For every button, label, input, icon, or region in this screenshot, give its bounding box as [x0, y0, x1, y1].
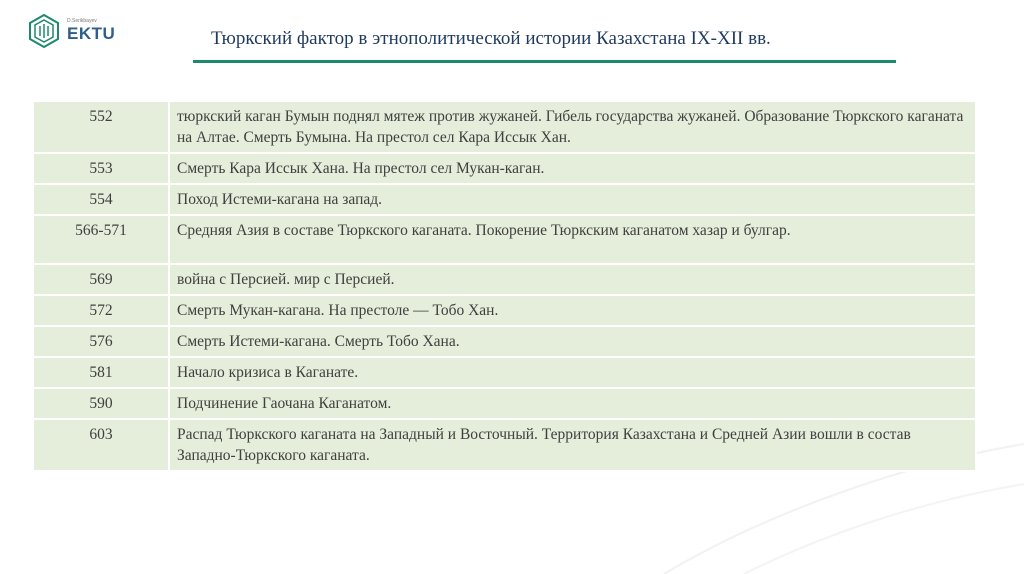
table-row	[33, 101, 976, 153]
brand-name: EKTU	[67, 24, 116, 43]
table-row	[33, 184, 976, 215]
year-cell: 553	[33, 153, 169, 184]
year-cell: 572	[33, 295, 169, 326]
event-cell: Смерть Мукан-кагана. На престоле — Тобо Хан.	[169, 295, 976, 326]
ektu-logo	[27, 14, 115, 48]
title-underline	[193, 60, 896, 63]
events-table	[32, 100, 977, 472]
event-cell: тюркский каган Бумын поднял мятеж против жужаней. Гибель государства жужаней. Образование Тюркского каганата на Алтае. Смерть Бумына. На престол сел Кара Иссык Хан.	[169, 101, 976, 153]
event-cell: Средняя Азия в составе Тюркского каганата. Покорение Тюркским каганатом хазар и булгар.	[169, 215, 976, 264]
year-cell: 576	[33, 326, 169, 357]
event-cell: Подчинение Гаочана Каганатом.	[169, 388, 976, 419]
year-cell: 554	[33, 184, 169, 215]
table-row	[33, 153, 976, 184]
year-cell: 581	[33, 357, 169, 388]
event-cell: Начало кризиса в Каганате.	[169, 357, 976, 388]
table-row	[33, 357, 976, 388]
table-row	[33, 326, 976, 357]
event-cell: Распад Тюркского каганата на Западный и Восточный. Территория Казахстана и Средней Азии вошли в состав Западно-Тюркского каганата.	[169, 419, 976, 471]
table-row	[33, 419, 976, 471]
year-cell: 603	[33, 419, 169, 471]
event-cell: война с Персией. мир с Персией.	[169, 264, 976, 295]
event-cell: Поход Истеми-кагана на запад.	[169, 184, 976, 215]
university-emblem-icon	[27, 14, 61, 48]
table-row	[33, 295, 976, 326]
year-cell: 552	[33, 101, 169, 153]
year-cell: 566-571	[33, 215, 169, 264]
event-cell: Смерть Кара Иссык Хана. На престол сел Мукан-каган.	[169, 153, 976, 184]
event-cell: Смерть Истеми-кагана. Смерть Тобо Хана.	[169, 326, 976, 357]
table-row	[33, 215, 976, 264]
brand-subtitle: D.Serikbayev	[67, 18, 97, 24]
slide-title: Тюркский фактор в этнополитической истории Казахстана IX-XII вв.	[211, 28, 771, 49]
table-row	[33, 388, 976, 419]
year-cell: 569	[33, 264, 169, 295]
year-cell: 590	[33, 388, 169, 419]
table-row	[33, 264, 976, 295]
